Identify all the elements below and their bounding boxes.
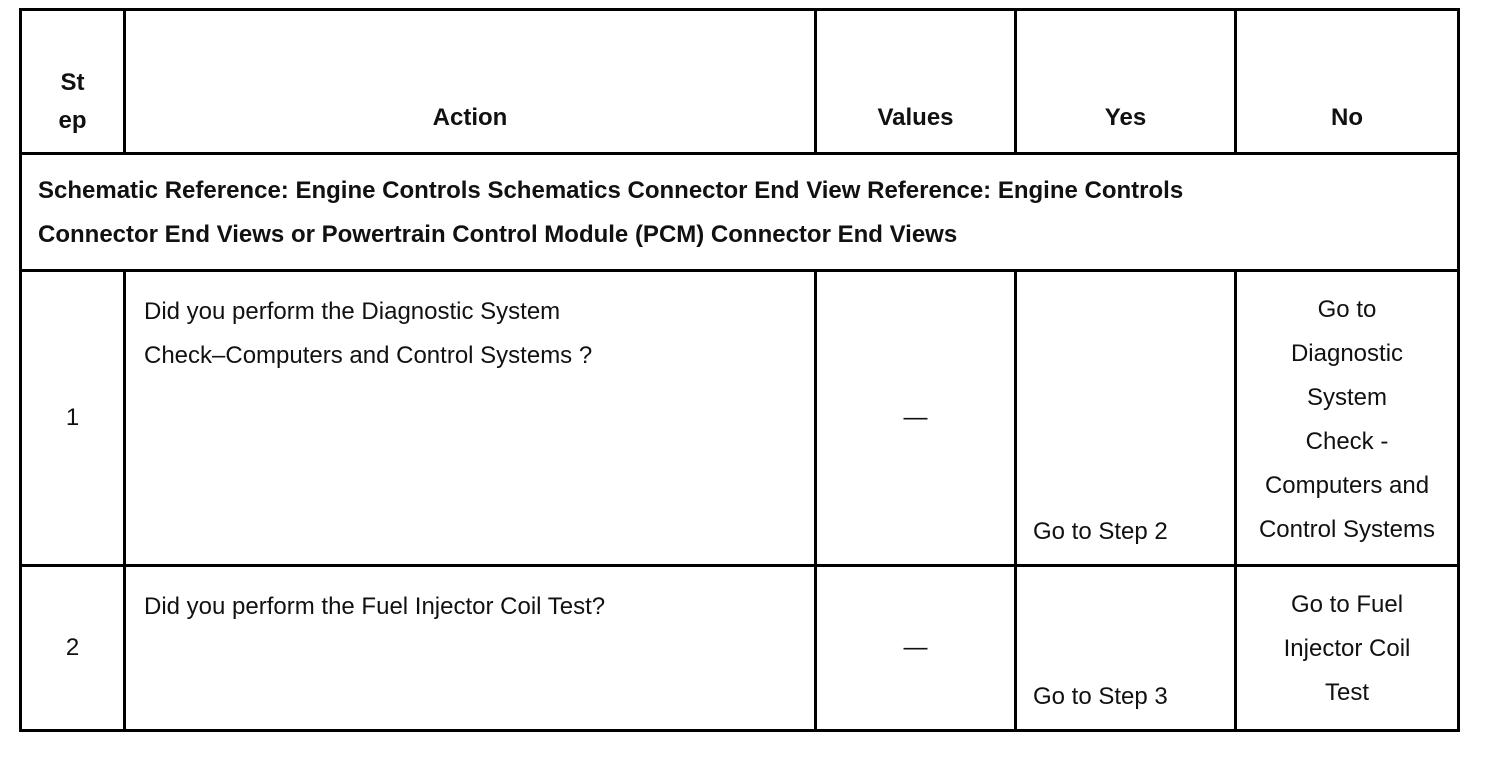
table-row (21, 566, 1459, 731)
action-cell (125, 271, 816, 566)
no-cell (1236, 566, 1459, 731)
no-text: Check - (1305, 428, 1389, 455)
yes-cell: Go to Step 3 (1016, 566, 1236, 731)
header-step-line2: ep (58, 107, 87, 134)
diagnostic-table (19, 8, 1460, 732)
header-action: Action (125, 10, 816, 154)
header-row (21, 10, 1459, 154)
no-text: System (1306, 384, 1387, 411)
no-text: Injector Coil (1283, 635, 1411, 662)
step-number: 1 (21, 271, 125, 566)
action-text: Check–Computers and Control Systems ? (144, 342, 593, 369)
reference-row (21, 154, 1459, 271)
schematic-reference (21, 154, 1459, 271)
action-text: Did you perform the Diagnostic System (144, 298, 561, 325)
values-cell: — (816, 271, 1016, 566)
action-text: Did you perform the Fuel Injector Coil Test? (144, 593, 606, 620)
header-no: No (1236, 10, 1459, 154)
yes-cell: Go to Step 2 (1016, 271, 1236, 566)
no-cell (1236, 271, 1459, 566)
no-text: Computers and (1264, 472, 1430, 499)
no-text: Diagnostic (1290, 340, 1404, 367)
reference-line-1: Schematic Reference: Engine Controls Schematics Connector End View Reference: Engine Controls (38, 177, 1184, 204)
action-cell (125, 566, 816, 731)
values-cell: — (816, 566, 1016, 731)
header-yes: Yes (1016, 10, 1236, 154)
reference-line-2: Connector End Views or Powertrain Control Module (PCM) Connector End Views (38, 221, 958, 248)
no-text: Control Systems (1258, 516, 1436, 543)
no-text: Go to Fuel (1290, 591, 1404, 618)
no-text: Test (1324, 679, 1369, 706)
header-step (21, 10, 125, 154)
step-number: 2 (21, 566, 125, 731)
header-step-line1: St (60, 69, 85, 96)
header-values: Values (816, 10, 1016, 154)
table-row (21, 271, 1459, 566)
no-text: Go to (1317, 296, 1377, 323)
